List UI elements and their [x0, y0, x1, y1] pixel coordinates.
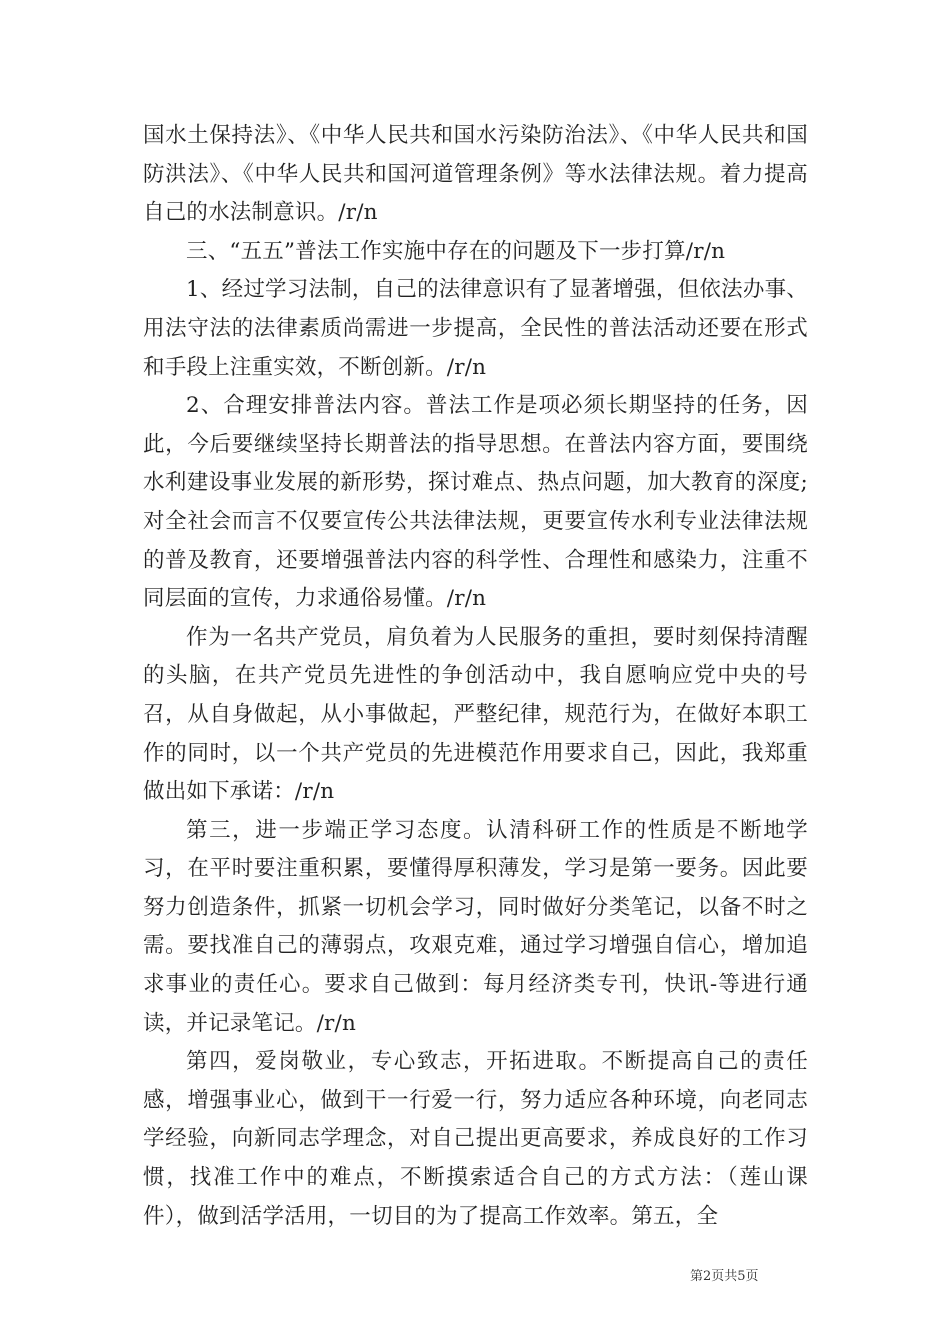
paragraph-2: 三、“五五”普法工作实施中存在的问题及下一步打算/r/n: [186, 238, 726, 264]
paragraph-5: 作为一名共产党员，肩负着为人民服务的重担，要时刻保持清醒的头脑，在共产党员先进性的争创活动中，我自愿响应党中央的号召，从自身做起，从小事做起，严整纪律，规范行为，在做好本职工作的同时，以一个共产党员的先进模范作用要求自己，因此，我郑重做出如下承诺：/r/n: [143, 624, 808, 805]
paragraph-4: 2、合理安排普法内容。普法工作是项必须长期坚持的任务，因此，今后要继续坚持长期普法的指导思想。在普法内容方面，要围绕水利建设事业发展的新形势，探讨难点、热点问题，加大教育的深度;对全社会而言不仅要宣传公共法律法规，更要宣传水利专业法律法规的普及教育，还要增强普法内容的科学性、合理性和感染力，注重不同层面的宣传，力求通俗易懂。/r/n: [143, 393, 808, 612]
paragraph-3: 1、经过学习法制，自己的法律意识有了显著增强，但依法办事、用法守法的法律素质尚需进一步提高，全民性的普法活动还要在形式和手段上注重实效，不断创新。/r/n: [143, 277, 808, 380]
paragraph-1: 国水土保持法》、《中华人民共和国水污染防治法》、《中华人民共和国防洪法》、《中华人民共和国河道管理条例》等水法律法规。着力提高自己的水法制意识。/r/n: [143, 123, 808, 226]
page-number-footer: 第2页共5页: [690, 1269, 759, 1284]
paragraph-7: 第四，爱岗敬业，专心致志，开拓进取。不断提高自己的责任感，增强事业心，做到干一行爱一行，努力适应各种环境，向老同志学经验，向新同志学理念，对自己提出更高要求，养成良好的工作习惯，找准工作中的难点，不断摸索适合自己的方式方法：（莲山课件），做到活学活用，一切目的为了提高工作效率。第五，全: [143, 1049, 808, 1229]
paragraph-6: 第三，进一步端正学习态度。认清科研工作的性质是不断地学习，在平时要注重积累，要懂得厚积薄发，学习是第一要务。因此要努力创造条件，抓紧一切机会学习，同时做好分类笔记，以备不时之需。要找准自己的薄弱点，攻艰克难，通过学习增强自信心，增加追求事业的责任心。要求自己做到：每月经济类专刊，快讯-等进行通读，并记录笔记。/r/n: [143, 817, 808, 1036]
document-body: [143, 117, 808, 1236]
